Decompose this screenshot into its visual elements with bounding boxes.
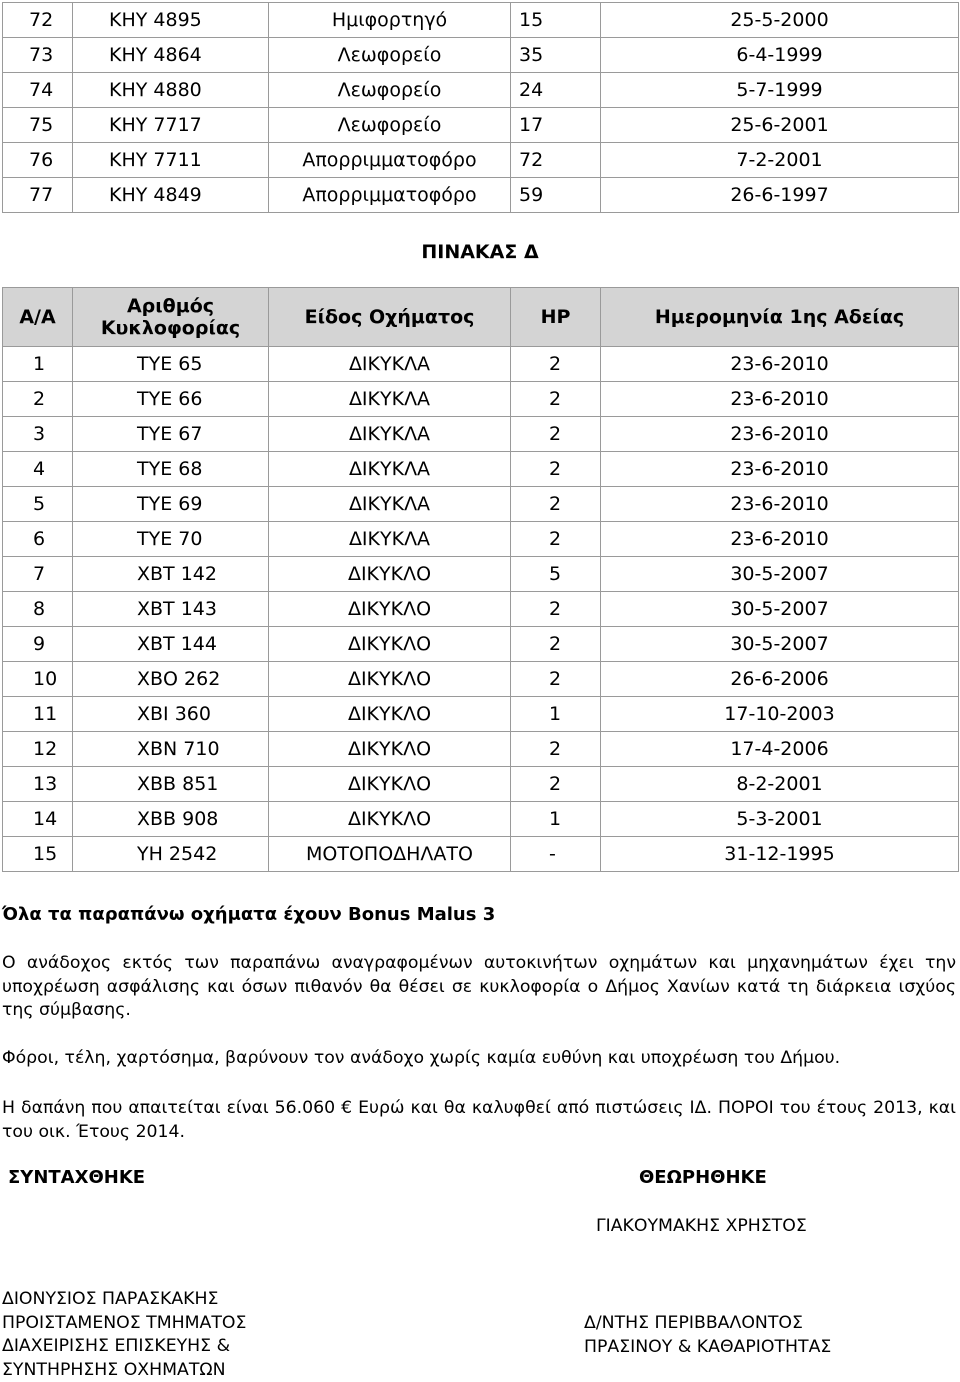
header-plate-line1: Αριθμός	[73, 295, 268, 317]
cell-type: ΔΙΚΥΚΛΑ	[269, 382, 511, 417]
cell-hp: 35	[511, 38, 601, 73]
cell-num: 4	[3, 452, 73, 487]
cell-num: 1	[3, 347, 73, 382]
table-d-body	[3, 347, 959, 872]
cell-type: ΔΙΚΥΚΛΟ	[269, 802, 511, 837]
cell-num: 12	[3, 732, 73, 767]
cell-date: 25-6-2001	[601, 108, 959, 143]
cell-type: ΔΙΚΥΚΛΟ	[269, 557, 511, 592]
cell-date: 7-2-2001	[601, 143, 959, 178]
table-row	[3, 837, 959, 872]
signature-right-heading: ΘΕΩΡΗΘΗΚΕ	[639, 1167, 767, 1188]
vehicle-table-continued-body	[3, 3, 959, 213]
table-d	[2, 287, 959, 872]
cell-type: ΔΙΚΥΚΛΑ	[269, 452, 511, 487]
table-row	[3, 627, 959, 662]
cell-hp: 2	[511, 732, 601, 767]
cell-hp: 5	[511, 557, 601, 592]
cell-date: 5-3-2001	[601, 802, 959, 837]
cell-num: 6	[3, 522, 73, 557]
cell-date: 23-6-2010	[601, 487, 959, 522]
table-row	[3, 767, 959, 802]
cell-type: Απορριμματοφόρο	[269, 143, 511, 178]
cell-plate: ΧΒΝ 710	[73, 732, 269, 767]
cell-type: ΔΙΚΥΚΛΟ	[269, 592, 511, 627]
cell-hp: 2	[511, 452, 601, 487]
paragraph-expense: Η δαπάνη που απαιτείται είναι 56.060 € Ευρώ και θα καλυφθεί από πιστώσεις ΙΔ. ΠΟΡΟΙ του έτους 2013, και του οικ. Έτους 2014.	[2, 1097, 956, 1144]
header-hp: HP	[511, 288, 601, 347]
cell-num: 76	[3, 143, 73, 178]
cell-num: 2	[3, 382, 73, 417]
cell-hp: 2	[511, 627, 601, 662]
table-d-title: ΠΙΝΑΚΑΣ Δ	[0, 241, 960, 263]
table-row	[3, 417, 959, 452]
cell-hp: 2	[511, 487, 601, 522]
table-row	[3, 802, 959, 837]
table-row	[3, 662, 959, 697]
cell-num: 77	[3, 178, 73, 213]
cell-hp: 1	[511, 697, 601, 732]
table-row	[3, 38, 959, 73]
cell-plate: ΧΒΤ 144	[73, 627, 269, 662]
cell-plate: ΚΗΥ 7711	[73, 143, 269, 178]
cell-type: ΔΙΚΥΚΛΟ	[269, 627, 511, 662]
cell-type: ΔΙΚΥΚΛΟ	[269, 767, 511, 802]
table-row	[3, 73, 959, 108]
table-row	[3, 592, 959, 627]
cell-hp: 2	[511, 382, 601, 417]
cell-hp: 2	[511, 347, 601, 382]
cell-num: 11	[3, 697, 73, 732]
cell-hp: 2	[511, 662, 601, 697]
cell-plate: ΚΗΥ 4849	[73, 178, 269, 213]
cell-type: ΔΙΚΥΚΛΑ	[269, 487, 511, 522]
cell-type: Ημιφορτηγό	[269, 3, 511, 38]
bonus-malus-note: Όλα τα παραπάνω οχήματα έχουν Bonus Malus 3	[2, 904, 495, 925]
cell-plate: ΧΒΙ 360	[73, 697, 269, 732]
cell-plate: ΚΗΥ 4895	[73, 3, 269, 38]
header-plate	[73, 288, 269, 347]
cell-date: 23-6-2010	[601, 382, 959, 417]
cell-num: 7	[3, 557, 73, 592]
cell-num: 3	[3, 417, 73, 452]
cell-plate: ΧΒΒ 851	[73, 767, 269, 802]
cell-plate: ΥΗ 2542	[73, 837, 269, 872]
table-row	[3, 178, 959, 213]
table-row	[3, 143, 959, 178]
cell-date: 30-5-2007	[601, 592, 959, 627]
cell-plate: ΤΥΕ 68	[73, 452, 269, 487]
cell-num: 73	[3, 38, 73, 73]
cell-num: 8	[3, 592, 73, 627]
cell-plate: ΤΥΕ 70	[73, 522, 269, 557]
table-row	[3, 3, 959, 38]
table-row	[3, 452, 959, 487]
cell-date: 23-6-2010	[601, 452, 959, 487]
signature-right-block	[584, 1312, 831, 1359]
cell-date: 30-5-2007	[601, 627, 959, 662]
signature-right-name: ΓΙΑΚΟΥΜΑΚΗΣ ΧΡΗΣΤΟΣ	[596, 1215, 807, 1239]
table-row	[3, 732, 959, 767]
signature-right-line: ΠΡΑΣΙΝΟΥ & ΚΑΘΑΡΙΟΤΗΤΑΣ	[584, 1336, 831, 1360]
cell-plate: ΤΥΕ 69	[73, 487, 269, 522]
signature-left-line: ΠΡΟΙΣΤΑΜΕΝΟΣ ΤΜΗΜΑΤΟΣ	[2, 1312, 246, 1336]
table-row	[3, 487, 959, 522]
cell-plate: ΤΥΕ 66	[73, 382, 269, 417]
cell-plate: ΚΗΥ 4864	[73, 38, 269, 73]
cell-hp: 2	[511, 417, 601, 452]
cell-date: 17-10-2003	[601, 697, 959, 732]
cell-hp: 59	[511, 178, 601, 213]
table-row	[3, 382, 959, 417]
header-type: Είδος Οχήματος	[269, 288, 511, 347]
cell-hp: -	[511, 837, 601, 872]
cell-hp: 2	[511, 522, 601, 557]
cell-type: ΔΙΚΥΚΛΟ	[269, 732, 511, 767]
paragraph-insurance-obligation: Ο ανάδοχος εκτός των παραπάνω αναγραφομένων αυτοκινήτων οχημάτων και μηχανημάτων έχει την υποχρέωση ασφάλισης και όσων πιθανόν θα θέσει σε κυκλοφορία ο Δήμος Χανίων κατά τη διάρκεια ισχύος της σύμβασης.	[2, 952, 956, 1023]
signature-left-line: ΣΥΝΤΗΡΗΣΗΣ ΟΧΗΜΑΤΩΝ	[2, 1359, 246, 1382]
cell-type: ΔΙΚΥΚΛΑ	[269, 417, 511, 452]
cell-num: 14	[3, 802, 73, 837]
cell-type: ΔΙΚΥΚΛΑ	[269, 347, 511, 382]
cell-num: 5	[3, 487, 73, 522]
cell-num: 75	[3, 108, 73, 143]
cell-num: 74	[3, 73, 73, 108]
table-d-header-row	[3, 288, 959, 347]
signature-left-line: ΔΙΟΝΥΣΙΟΣ ΠΑΡΑΣΚΑΚΗΣ	[2, 1288, 246, 1312]
cell-date: 25-5-2000	[601, 3, 959, 38]
table-row	[3, 557, 959, 592]
cell-type: ΜΟΤΟΠΟΔΗΛΑΤΟ	[269, 837, 511, 872]
cell-hp: 17	[511, 108, 601, 143]
cell-num: 13	[3, 767, 73, 802]
cell-date: 30-5-2007	[601, 557, 959, 592]
signature-left-heading: ΣΥΝΤΑΧΘΗΚΕ	[8, 1167, 145, 1188]
cell-date: 17-4-2006	[601, 732, 959, 767]
cell-num: 10	[3, 662, 73, 697]
cell-hp: 15	[511, 3, 601, 38]
cell-date: 26-6-1997	[601, 178, 959, 213]
header-num: Α/Α	[3, 288, 73, 347]
cell-hp: 24	[511, 73, 601, 108]
cell-num: 9	[3, 627, 73, 662]
cell-date: 23-6-2010	[601, 417, 959, 452]
cell-type: Απορριμματοφόρο	[269, 178, 511, 213]
cell-hp: 2	[511, 592, 601, 627]
cell-plate: ΧΒΟ 262	[73, 662, 269, 697]
signature-left-line: ΔΙΑΧΕΙΡΙΣΗΣ ΕΠΙΣΚΕΥΗΣ &	[2, 1335, 246, 1359]
cell-plate: ΤΥΕ 65	[73, 347, 269, 382]
cell-date: 8-2-2001	[601, 767, 959, 802]
cell-plate: ΤΥΕ 67	[73, 417, 269, 452]
cell-type: ΔΙΚΥΚΛΑ	[269, 522, 511, 557]
cell-hp: 2	[511, 767, 601, 802]
cell-type: Λεωφορείο	[269, 38, 511, 73]
cell-plate: ΧΒΤ 142	[73, 557, 269, 592]
cell-date: 6-4-1999	[601, 38, 959, 73]
table-row	[3, 697, 959, 732]
vehicle-table-continued	[2, 2, 959, 213]
cell-type: ΔΙΚΥΚΛΟ	[269, 662, 511, 697]
cell-date: 23-6-2010	[601, 347, 959, 382]
cell-hp: 72	[511, 143, 601, 178]
header-date: Ημερομηνία 1ης Αδείας	[601, 288, 959, 347]
signature-left-block	[2, 1288, 246, 1382]
cell-num: 15	[3, 837, 73, 872]
cell-type: Λεωφορείο	[269, 73, 511, 108]
header-plate-line2: Κυκλοφορίας	[73, 317, 268, 339]
cell-type: Λεωφορείο	[269, 108, 511, 143]
table-row	[3, 347, 959, 382]
cell-type: ΔΙΚΥΚΛΟ	[269, 697, 511, 732]
cell-date: 31-12-1995	[601, 837, 959, 872]
cell-plate: ΚΗΥ 4880	[73, 73, 269, 108]
paragraph-taxes: Φόροι, τέλη, χαρτόσημα, βαρύνουν τον ανάδοχο χωρίς καμία ευθύνη και υποχρέωση του Δήμου.	[2, 1047, 956, 1071]
cell-plate: ΚΗΥ 7717	[73, 108, 269, 143]
cell-plate: ΧΒΒ 908	[73, 802, 269, 837]
cell-hp: 1	[511, 802, 601, 837]
cell-date: 26-6-2006	[601, 662, 959, 697]
cell-date: 23-6-2010	[601, 522, 959, 557]
cell-num: 72	[3, 3, 73, 38]
table-row	[3, 522, 959, 557]
cell-plate: ΧΒΤ 143	[73, 592, 269, 627]
signature-right-line: Δ/ΝΤΗΣ ΠΕΡΙΒΒΑΛΟΝΤΟΣ	[584, 1312, 831, 1336]
cell-date: 5-7-1999	[601, 73, 959, 108]
table-row	[3, 108, 959, 143]
